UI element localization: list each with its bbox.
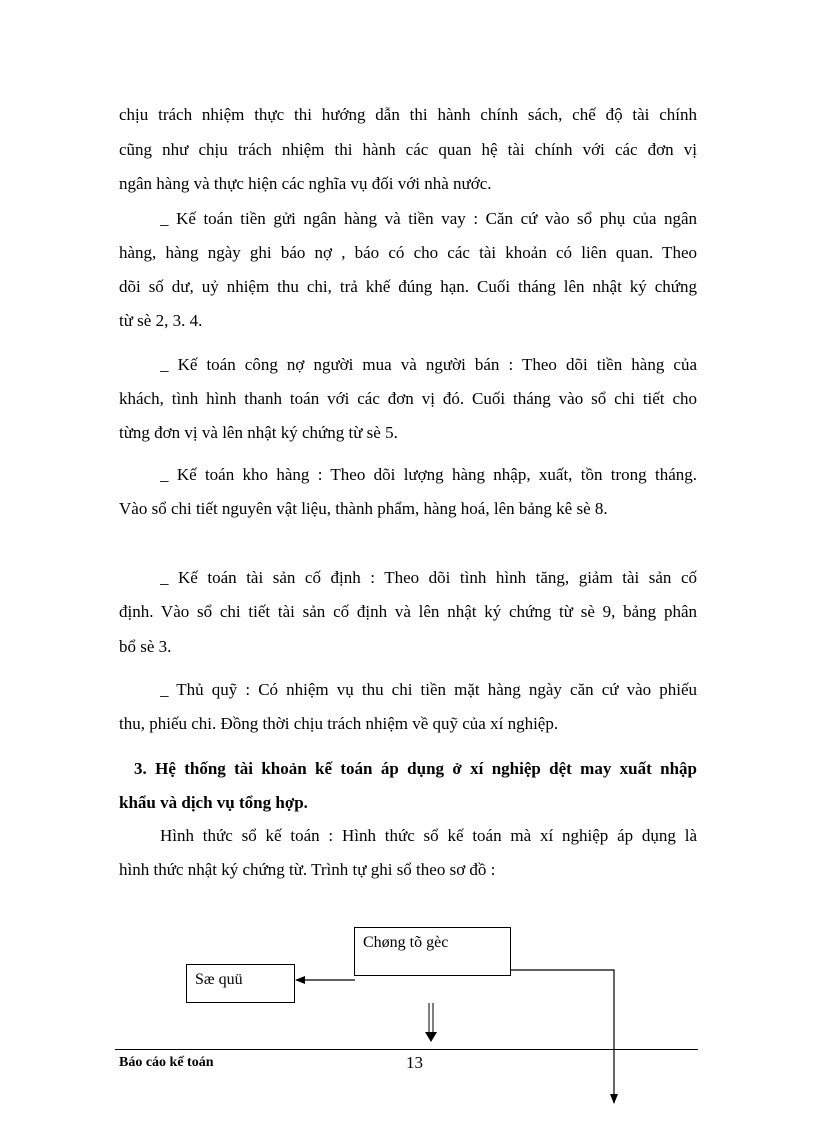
body-line: _ Kế toán tiền gửi ngân hàng và tiền vay : Căn cứ vào sổ phụ của ngân	[160, 209, 697, 228]
body-line: chịu trách nhiệm thực thi hướng dẫn thi hành chính sách, chế độ tài chính	[119, 105, 697, 124]
section-heading: 3. Hệ thống tài khoản kế toán áp dụng ở xí nghiệp dệt may xuất nhập	[134, 759, 697, 778]
source-documents-box	[354, 927, 511, 976]
body-line: định. Vào sổ chi tiết tài sản cố định và lên nhật ký chứng từ sè 9, bảng phân	[119, 602, 697, 621]
body-line: từng đơn vị và lên nhật ký chứng từ sè 5.	[119, 423, 398, 442]
body-line: bổ sè 3.	[119, 637, 172, 656]
footer-title: Báo cáo kế toán	[119, 1055, 214, 1070]
footer-divider	[115, 1049, 698, 1050]
arrow-right-down	[510, 970, 614, 1103]
section-heading: khẩu và dịch vụ tổng hợp.	[119, 793, 308, 812]
body-line: dõi số dư, uỷ nhiệm thu chi, trả khế đúng hạn. Cuối tháng lên nhật ký chứng	[119, 277, 697, 296]
body-line: _ Thủ quỹ : Có nhiệm vụ thu chi tiền mặt hàng ngày căn cứ vào phiếu	[160, 680, 697, 699]
body-line: _ Kế toán kho hàng : Theo dõi lượng hàng nhập, xuất, tồn trong tháng.	[160, 465, 697, 484]
body-line: từ sè 2, 3. 4.	[119, 311, 203, 330]
body-line: Vào sổ chi tiết nguyên vật liệu, thành phẩm, hàng hoá, lên bảng kê sè 8.	[119, 499, 608, 518]
body-line: khách, tình hình thanh toán với các đơn vị đó. Cuối tháng vào sổ chi tiết cho	[119, 389, 697, 408]
body-line: thu, phiếu chi. Đồng thời chịu trách nhiệm về quỹ của xí nghiệp.	[119, 714, 559, 733]
cash-book-box	[186, 964, 295, 1003]
cash-book-label: Sæ quü	[195, 971, 243, 988]
body-line: _ Kế toán công nợ người mua và người bán : Theo dõi tiền hàng của	[160, 355, 697, 374]
body-line: _ Kế toán tài sản cố định : Theo dõi tình hình tăng, giảm tài sản cố	[160, 568, 697, 587]
body-line: ngân hàng và thực hiện các nghĩa vụ đối với nhà nước.	[119, 174, 492, 193]
body-line: Hình thức sổ kế toán : Hình thức sổ kế toán mà xí nghiệp áp dụng là	[160, 826, 697, 845]
source-documents-label: Chøng tõ gèc	[363, 934, 449, 951]
body-line: cũng như chịu trách nhiệm thi hành các quan hệ tài chính với các đơn vị	[119, 140, 697, 159]
page-number: 13	[406, 1053, 423, 1072]
body-line: hàng, hàng ngày ghi báo nợ , báo có cho các tài khoản có liên quan. Theo	[119, 243, 697, 262]
body-line: hình thức nhật ký chứng từ. Trình tự ghi sổ theo sơ đồ :	[119, 860, 496, 879]
